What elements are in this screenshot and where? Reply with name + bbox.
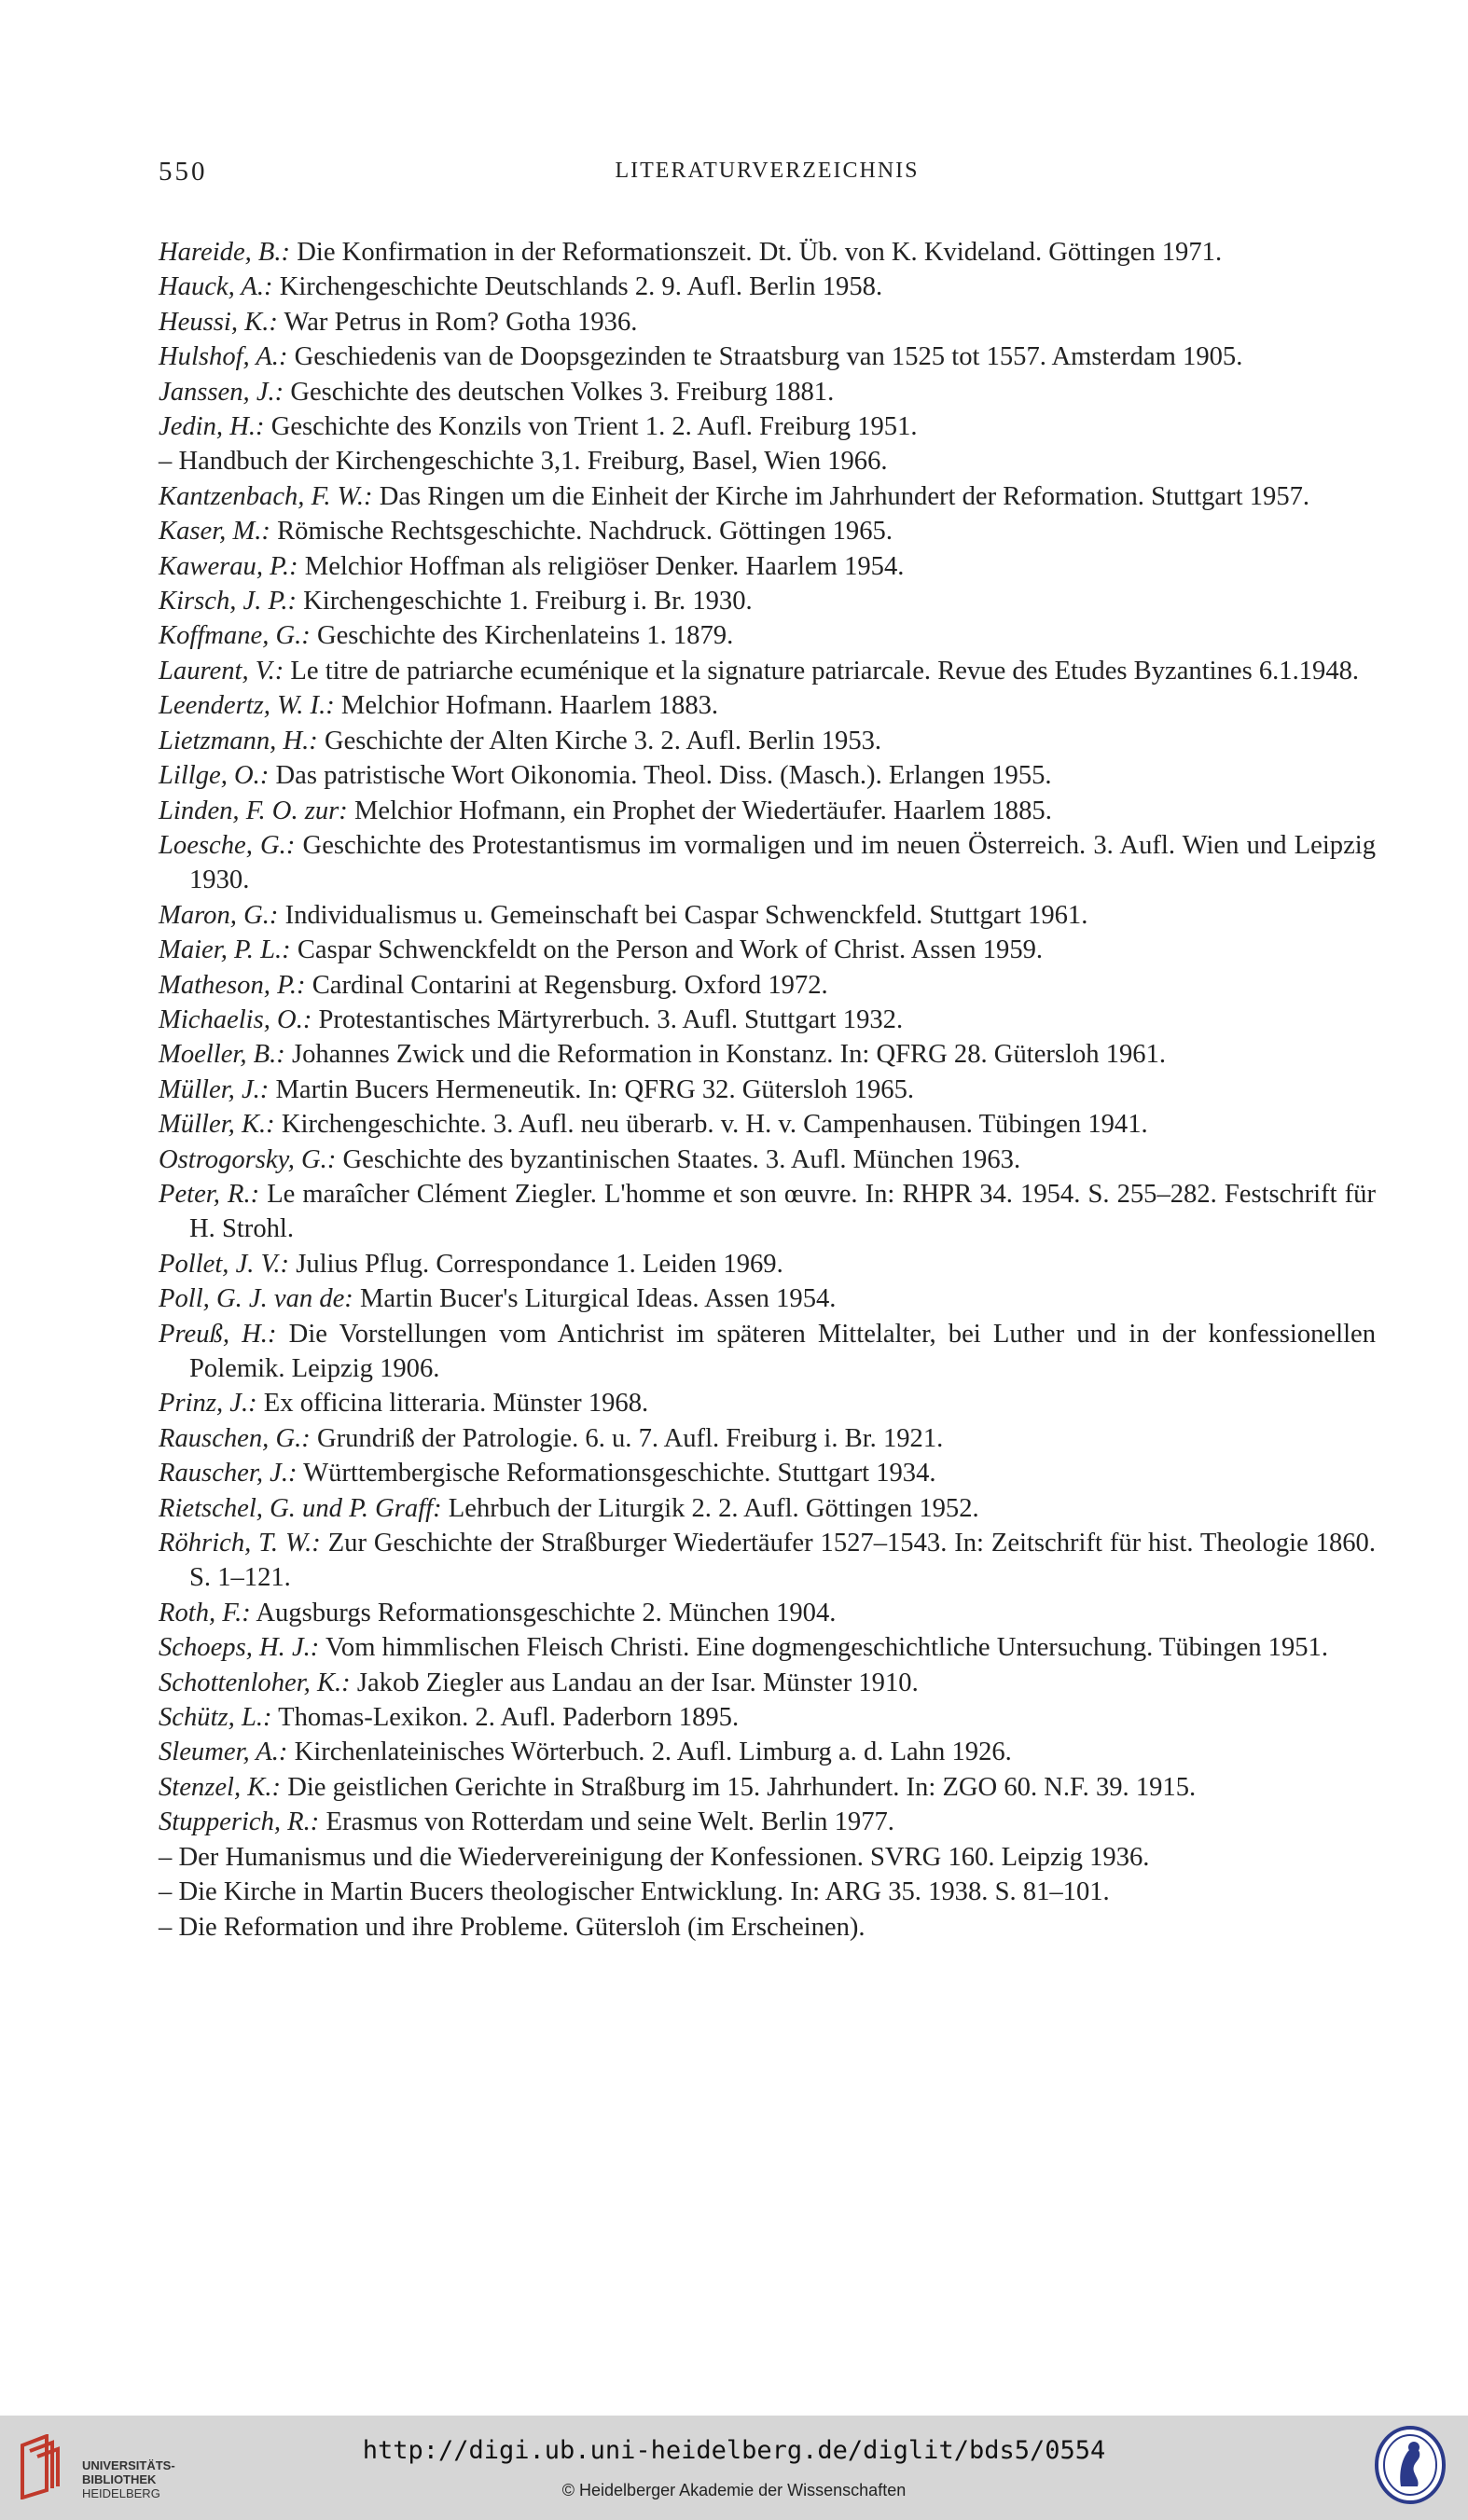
bibliography-entry xyxy=(159,1421,1376,1456)
entry-author: Poll, G. J. van de: xyxy=(159,1284,353,1314)
bibliography-entry xyxy=(159,618,1376,653)
entry-author: Hauck, A.: xyxy=(159,272,273,302)
entry-author: Stenzel, K.: xyxy=(159,1772,282,1802)
entry-text: Das patristische Wort Oikonomia. Theol. Diss. (Masch.). Erlangen 1955. xyxy=(275,761,1052,791)
entry-author: Leendertz, W. I.: xyxy=(159,691,335,721)
entry-text: Jakob Ziegler aus Landau an der Isar. Münster 1910. xyxy=(356,1668,919,1697)
bibliography-entry xyxy=(159,1630,1376,1665)
entry-author: Heussi, K.: xyxy=(159,307,278,337)
entry-author: Rauschen, G.: xyxy=(159,1423,311,1453)
entry-text: Kirchenlateinisches Wörterbuch. 2. Aufl. Limburg a. d. Lahn 1926. xyxy=(294,1738,1012,1767)
entry-author: Moeller, B.: xyxy=(159,1040,285,1070)
entry-author: Loesche, G.: xyxy=(159,830,296,860)
bibliography-entry xyxy=(159,688,1376,723)
entry-author: Stupperich, R.: xyxy=(159,1807,320,1837)
bibliography-entry xyxy=(159,1107,1376,1142)
bibliography-entry xyxy=(159,1073,1376,1107)
entry-author: Prinz, J.: xyxy=(159,1389,257,1419)
entry-author: Kantzenbach, F. W.: xyxy=(159,481,373,511)
entry-text: Erasmus von Rotterdam und seine Welt. Berlin 1977. xyxy=(325,1807,894,1837)
bibliography-list xyxy=(159,235,1376,1945)
entry-author: Pollet, J. V.: xyxy=(159,1249,290,1279)
entry-author: Sleumer, A.: xyxy=(159,1738,288,1767)
entry-text: Das Ringen um die Einheit der Kirche im Jahrhundert der Reformation. Stuttgart 1957. xyxy=(379,481,1310,511)
bibliography-entry xyxy=(159,1491,1376,1526)
entry-author: Michaelis, O.: xyxy=(159,1004,312,1034)
entry-author: Lillge, O.: xyxy=(159,761,270,791)
entry-text: Württembergische Reformationsgeschichte. Stuttgart 1934. xyxy=(303,1459,936,1488)
bibliography-entry xyxy=(159,339,1376,374)
entry-text: Ex officina litteraria. Münster 1968. xyxy=(263,1389,649,1419)
bibliography-entry xyxy=(159,1666,1376,1700)
footer-bar xyxy=(0,2416,1468,2520)
bibliography-entry xyxy=(159,1770,1376,1805)
entry-author: Roth, F.: xyxy=(159,1598,251,1627)
entry-author: Müller, K.: xyxy=(159,1110,275,1140)
bibliography-entry xyxy=(159,758,1376,793)
permalink-url[interactable]: http://digi.ub.uni-heidelberg.de/diglit/bds5/0554 xyxy=(362,2436,1106,2465)
bibliography-entry xyxy=(159,1735,1376,1769)
entry-text: Le maraîcher Clément Ziegler. L'homme et son œuvre. In: RHPR 34. 1954. S. 255–282. Festschrift für H. Strohl. xyxy=(189,1179,1376,1244)
entry-text: Cardinal Contarini at Regensburg. Oxford 1972. xyxy=(312,970,828,1000)
bibliography-entry xyxy=(159,1142,1376,1177)
entry-text: Vom himmlischen Fleisch Christi. Eine dogmengeschichtliche Untersuchung. Tübingen 1951. xyxy=(325,1633,1328,1663)
entry-author: Preuß, H.: xyxy=(159,1319,277,1349)
bibliography-entry xyxy=(159,794,1376,828)
entry-author: Kirsch, J. P.: xyxy=(159,587,297,616)
entry-author: Rauscher, J.: xyxy=(159,1459,298,1488)
bibliography-entry xyxy=(159,654,1376,688)
entry-author: Maier, P. L.: xyxy=(159,935,291,965)
entry-text: Julius Pflug. Correspondance 1. Leiden 1969. xyxy=(296,1249,783,1279)
bibliography-entry xyxy=(159,1910,1376,1945)
entry-author: Linden, F. O. zur: xyxy=(159,796,348,825)
bibliography-entry xyxy=(159,1456,1376,1490)
entry-text: Die Konfirmation in der Reformationszeit. Dt. Üb. von K. Kvideland. Göttingen 1971. xyxy=(297,238,1223,267)
bibliography-entry xyxy=(159,479,1376,514)
bibliography-entry xyxy=(159,898,1376,933)
entry-text: Kirchengeschichte. 3. Aufl. neu überarb. v. H. v. Campenhausen. Tübingen 1941. xyxy=(281,1110,1148,1140)
bibliography-entry xyxy=(159,584,1376,618)
bibliography-entry xyxy=(159,1317,1376,1387)
entry-text: Kirchengeschichte 1. Freiburg i. Br. 1930. xyxy=(303,587,753,616)
bibliography-entry xyxy=(159,1526,1376,1596)
entry-author: Lietzmann, H.: xyxy=(159,726,318,755)
entry-text: Römische Rechtsgeschichte. Nachdruck. Göttingen 1965. xyxy=(277,517,893,547)
entry-text: – Die Kirche in Martin Bucers theologischer Entwicklung. In: ARG 35. 1938. S. 81–101. xyxy=(159,1877,1110,1907)
entry-author: Hareide, B.: xyxy=(159,238,291,267)
entry-text: Protestantisches Märtyrerbuch. 3. Aufl. Stuttgart 1932. xyxy=(318,1004,904,1034)
bibliography-entry xyxy=(159,1840,1376,1875)
entry-text: Augsburgs Reformationsgeschichte 2. München 1904. xyxy=(256,1598,837,1627)
entry-text: Lehrbuch der Liturgik 2. 2. Aufl. Göttingen 1952. xyxy=(448,1493,979,1523)
bibliography-entry xyxy=(159,933,1376,967)
entry-author: Jedin, H.: xyxy=(159,412,265,442)
bibliography-entry xyxy=(159,968,1376,1003)
entry-text: Caspar Schwenckfeldt on the Person and Work of Christ. Assen 1959. xyxy=(297,935,1044,965)
entry-text: Geschiedenis van de Doopsgezinden te Straatsburg van 1525 tot 1557. Amsterdam 1905. xyxy=(294,342,1243,372)
entry-text: Geschichte des Kirchenlateins 1. 1879. xyxy=(316,621,734,651)
entry-text: Die Vorstellungen vom Antichrist im späteren Mittelalter, bei Luther und in der konfessionellen Polemik. Leipzig 1906. xyxy=(189,1319,1376,1383)
entry-author: Müller, J.: xyxy=(159,1074,270,1104)
entry-author: Röhrich, T. W.: xyxy=(159,1529,321,1558)
bibliography-entry xyxy=(159,1177,1376,1247)
entry-author: Schütz, L.: xyxy=(159,1703,272,1733)
entry-author: Ostrogorsky, G.: xyxy=(159,1144,337,1174)
entry-author: Matheson, P.: xyxy=(159,970,306,1000)
entry-text: Geschichte des byzantinischen Staates. 3. Aufl. München 1963. xyxy=(342,1144,1021,1174)
entry-text: Geschichte der Alten Kirche 3. 2. Aufl. Berlin 1953. xyxy=(324,726,882,755)
entry-author: Rietschel, G. und P. Graff: xyxy=(159,1493,442,1523)
entry-text: – Der Humanismus und die Wiedervereinigung der Konfessionen. SVRG 160. Leipzig 1936. xyxy=(159,1842,1150,1872)
bibliography-entry xyxy=(159,305,1376,339)
page-header xyxy=(159,157,1376,194)
entry-text: War Petrus in Rom? Gotha 1936. xyxy=(284,307,638,337)
bibliography-entry xyxy=(159,1700,1376,1735)
entry-text: Johannes Zwick und die Reformation in Konstanz. In: QFRG 28. Gütersloh 1961. xyxy=(291,1040,1167,1070)
page-number: 550 xyxy=(159,157,208,187)
bibliography-entry xyxy=(159,1247,1376,1281)
entry-text: Individualismus u. Gemeinschaft bei Caspar Schwenckfeld. Stuttgart 1961. xyxy=(284,900,1088,930)
bibliography-entry xyxy=(159,409,1376,444)
entry-author: Janssen, J.: xyxy=(159,377,284,407)
entry-text: Geschichte des Protestantismus im vormaligen und im neuen Österreich. 3. Aufl. Wien und Leipzig 1930. xyxy=(189,830,1377,895)
bibliography-entry xyxy=(159,1037,1376,1072)
entry-author: Peter, R.: xyxy=(159,1179,260,1209)
entry-text: Thomas-Lexikon. 2. Aufl. Paderborn 1895. xyxy=(278,1703,740,1733)
bibliography-entry xyxy=(159,1003,1376,1037)
entry-author: Maron, G.: xyxy=(159,900,279,930)
bibliography-entry xyxy=(159,514,1376,548)
entry-text: Melchior Hofmann, ein Prophet der Wiedertäufer. Haarlem 1885. xyxy=(353,796,1052,825)
bibliography-entry xyxy=(159,1875,1376,1909)
entry-text: Le titre de patriarche ecuménique et la signature patriarcale. Revue des Etudes Byzantines 6.1.1948. xyxy=(290,656,1360,685)
entry-author: Kawerau, P.: xyxy=(159,551,298,581)
bibliography-entry xyxy=(159,375,1376,409)
bibliography-entry xyxy=(159,1281,1376,1316)
entry-text: Grundriß der Patrologie. 6. u. 7. Aufl. Freiburg i. Br. 1921. xyxy=(316,1423,944,1453)
academy-seal-icon xyxy=(1373,2423,1447,2507)
bibliography-entry xyxy=(159,828,1376,898)
library-name-line-1: UNIVERSITÄTS- xyxy=(82,2458,175,2472)
entry-text: – Die Reformation und ihre Probleme. Gütersloh (im Erscheinen). xyxy=(159,1912,866,1942)
entry-author: Laurent, V.: xyxy=(159,656,284,685)
entry-author: Schottenloher, K.: xyxy=(159,1668,351,1697)
bibliography-entry xyxy=(159,1805,1376,1839)
bibliography-entry xyxy=(159,235,1376,270)
copyright-notice: © Heidelberger Akademie der Wissenschaften xyxy=(561,2481,907,2499)
entry-author: Hulshof, A.: xyxy=(159,342,288,372)
entry-author: Koffmane, G.: xyxy=(159,621,311,651)
entry-text: – Handbuch der Kirchengeschichte 3,1. Freiburg, Basel, Wien 1966. xyxy=(159,447,888,477)
entry-text: Geschichte des deutschen Volkes 3. Freiburg 1881. xyxy=(290,377,835,407)
bibliography-entry xyxy=(159,1386,1376,1420)
entry-text: Geschichte des Konzils von Trient 1. 2. Aufl. Freiburg 1951. xyxy=(270,412,918,442)
entry-author: Schoeps, H. J.: xyxy=(159,1633,320,1663)
library-name-line-2: BIBLIOTHEK xyxy=(82,2472,157,2486)
bibliography-entry xyxy=(159,1596,1376,1630)
bibliography-entry xyxy=(159,444,1376,478)
entry-text: Kirchengeschichte Deutschlands 2. 9. Aufl. Berlin 1958. xyxy=(279,272,883,302)
entry-text: Zur Geschichte der Straßburger Wiedertäufer 1527–1543. In: Zeitschrift für hist. Theologie 1860. S. 1–121. xyxy=(189,1529,1377,1593)
entry-text: Melchior Hofmann. Haarlem 1883. xyxy=(340,691,719,721)
bibliography-entry xyxy=(159,549,1376,584)
running-title: LITERATURVERZEICHNIS xyxy=(615,159,920,183)
entry-author: Kaser, M.: xyxy=(159,517,270,547)
bibliography-entry xyxy=(159,270,1376,304)
entry-text: Martin Bucers Hermeneutik. In: QFRG 32. Gütersloh 1965. xyxy=(275,1074,915,1104)
entry-text: Martin Bucer's Liturgical Ideas. Assen 1954. xyxy=(359,1284,837,1314)
entry-text: Die geistlichen Gerichte in Straßburg im 15. Jahrhundert. In: ZGO 60. N.F. 39. 1915. xyxy=(287,1772,1197,1802)
bibliography-entry xyxy=(159,724,1376,758)
library-name-line-3: HEIDELBERG xyxy=(82,2486,160,2500)
entry-text: Melchior Hoffman als religiöser Denker. Haarlem 1954. xyxy=(304,551,905,581)
